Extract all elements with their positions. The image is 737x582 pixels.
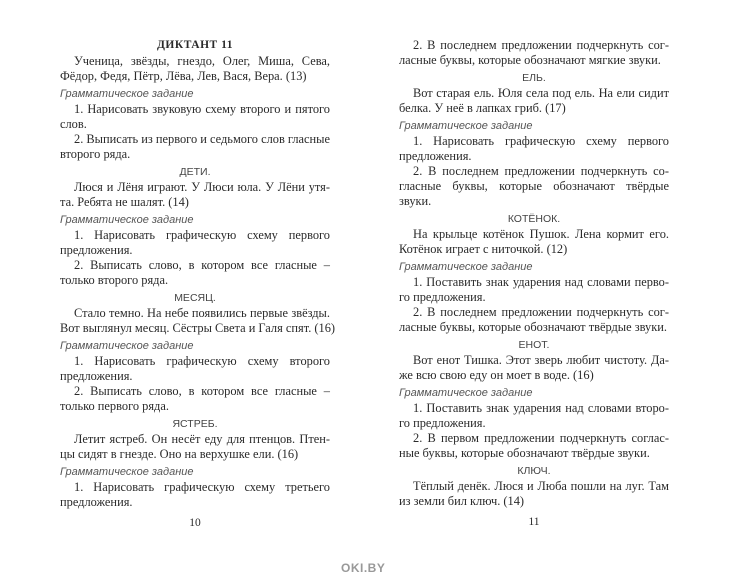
text-line: 1. Нарисовать графическую схему первого: [74, 228, 330, 242]
dictation-title: ДИКТАНТ 11: [157, 39, 233, 51]
text-line: Фёдор, Федя, Пётр, Лёва, Лев, Вася, Вера. (13): [60, 69, 307, 83]
paragraph: [399, 134, 669, 164]
text-line: только первого ряда.: [60, 399, 169, 413]
paragraph: [399, 38, 669, 68]
paragraph: [60, 354, 330, 384]
text-line: 1. Поставить знак ударения над словами перво-: [413, 275, 669, 289]
text-line: 1. Нарисовать звуковую схему второго и пятого: [74, 102, 330, 116]
page-number: 11: [528, 516, 540, 528]
text-line: предложения.: [60, 369, 133, 383]
left-page: [60, 38, 336, 531]
text-line: из земли бил ключ. (14): [399, 494, 525, 508]
task-label: Грамматическое задание: [399, 387, 533, 399]
task-label: Грамматическое задание: [60, 88, 194, 100]
text-line: 1. Нарисовать графическую схему второго: [74, 354, 330, 368]
paragraph: [60, 132, 330, 162]
paragraph: [60, 228, 330, 258]
paragraph: [399, 479, 669, 509]
text-line: го предложения.: [399, 416, 486, 430]
section-heading: КОТЁНОК.: [507, 213, 561, 225]
text-line: Вот старая ель. Юля села под ель. На ели сидит: [413, 86, 669, 100]
text-line: только второго ряда.: [60, 273, 169, 287]
text-line: На крыльце котёнок Пушок. Лена кормит его.: [413, 227, 669, 241]
text-line: 2. В последнем предложении подчеркнуть со-: [413, 164, 669, 178]
text-line: 1. Поставить знак ударения над словами второ-: [413, 401, 669, 415]
text-line: 2. В первом предложении подчеркнуть соглас-: [413, 431, 669, 445]
paragraph: [60, 384, 330, 414]
text-line: Стало темно. На небе появились первые звёзды.: [74, 306, 330, 320]
text-line: 2. В последнем предложении подчеркнуть сог-: [413, 38, 669, 52]
paragraph: [399, 275, 669, 305]
text-line: та. Ребята не шалят. (14): [60, 195, 189, 209]
section-heading: ЕЛЬ.: [522, 72, 546, 84]
text-line: 2. Выписать слово, в котором все гласные –: [74, 384, 330, 398]
paragraph: [399, 164, 669, 209]
text-line: Вот енот Тишка. Этот зверь любит чистоту. Да-: [413, 353, 669, 367]
paragraph: [60, 258, 330, 288]
section-heading: ДЕТИ.: [179, 166, 211, 178]
text-line: предложения.: [60, 495, 133, 509]
text-line: Летит ястреб. Он несёт еду для птенцов. Птен-: [74, 432, 330, 446]
paragraph: [399, 305, 669, 335]
text-line: Тёплый денёк. Люся и Люба пошли на луг. Там: [413, 479, 669, 493]
text-line: цы сидят в гнезде. Оно на верхушке ели. (16): [60, 447, 299, 461]
task-label: Грамматическое задание: [60, 340, 194, 352]
text-line: гласные буквы, которые обозначают твёрдые: [399, 179, 669, 193]
task-label: Грамматическое задание: [399, 120, 533, 132]
paragraph: [60, 102, 330, 132]
task-label: Грамматическое задание: [60, 466, 194, 478]
paragraph: [60, 54, 330, 84]
paragraph: [399, 401, 669, 431]
paragraph: [60, 180, 330, 210]
text-line: слов.: [60, 117, 87, 131]
text-line: же всю свою еду он моет в воде. (16): [399, 368, 594, 382]
text-line: 2. В последнем предложении подчеркнуть сог-: [413, 305, 669, 319]
text-line: го предложения.: [399, 290, 486, 304]
text-line: 2. Выписать из первого и седьмого слов гласные: [74, 132, 330, 146]
text-line: белка. У неё в лапках гриб. (17): [399, 101, 566, 115]
paragraph: [399, 86, 669, 116]
paragraph: [60, 432, 330, 462]
text-line: Котёнок играет с ниточкой. (12): [399, 242, 568, 256]
text-line: Люся и Лёня играют. У Люси юла. У Лёни утя-: [74, 180, 330, 194]
text-line: Вот выглянул месяц. Сёстры Света и Галя спят. (16): [60, 321, 336, 335]
text-line: 1. Нарисовать графическую схему третьего: [74, 480, 330, 494]
watermark: OKI.BY: [341, 561, 386, 575]
section-heading: МЕСЯЦ.: [174, 292, 216, 304]
text-line: ласные буквы, которые обозначают мягкие звуки.: [399, 53, 661, 67]
page-number: 10: [189, 517, 201, 529]
section-heading: ЕНОТ.: [518, 339, 550, 351]
text-line: второго ряда.: [60, 147, 131, 161]
paragraph: [399, 227, 669, 257]
paragraph: [60, 306, 336, 336]
section-heading: КЛЮЧ.: [517, 465, 551, 477]
task-label: Грамматическое задание: [399, 261, 533, 273]
text-line: предложения.: [60, 243, 133, 257]
text-line: ласные буквы, которые обозначают твёрдые звуки.: [399, 320, 667, 334]
paragraph: [399, 431, 669, 461]
paragraph: [399, 353, 669, 383]
text-line: 2. Выписать слово, в котором все гласные –: [74, 258, 330, 272]
text-line: 1. Нарисовать графическую схему первого: [413, 134, 669, 148]
text-line: предложения.: [399, 149, 472, 163]
text-line: ные буквы, которые обозначают твёрдые звуки.: [399, 446, 650, 460]
paragraph: [60, 480, 330, 510]
task-label: Грамматическое задание: [60, 214, 194, 226]
section-heading: ЯСТРЕБ.: [172, 418, 218, 430]
text-line: Ученица, звёзды, гнездо, Олег, Миша, Сева,: [74, 54, 330, 68]
right-page: [399, 38, 669, 530]
text-line: звуки.: [399, 194, 432, 208]
